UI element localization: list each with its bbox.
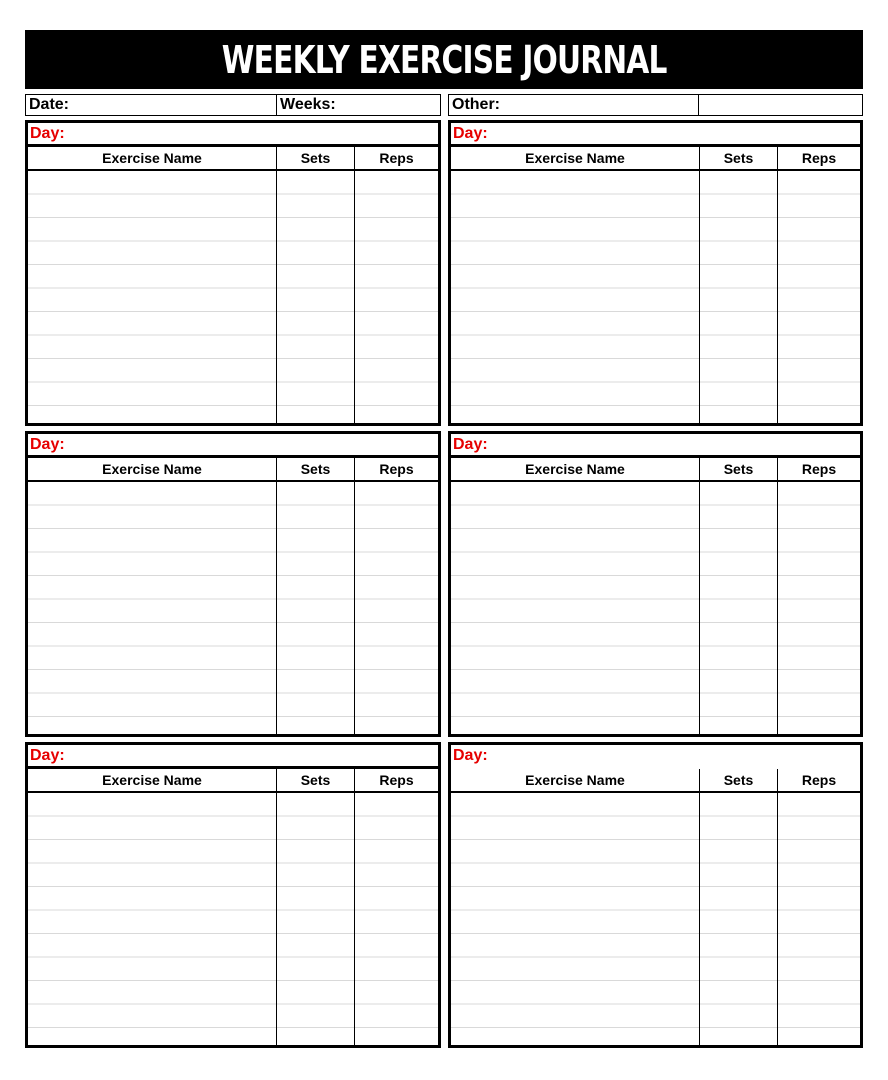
day-panel-3 (25, 431, 441, 737)
day-label-1[interactable]: Day: (28, 123, 438, 147)
exercise-name-column[interactable] (451, 482, 700, 734)
other-box (448, 94, 863, 116)
sets-column[interactable] (277, 171, 355, 423)
day-panel-5 (25, 742, 441, 1048)
other-value-field[interactable] (699, 95, 862, 115)
sets-column[interactable] (277, 793, 355, 1045)
reps-column[interactable] (778, 793, 860, 1045)
weeks-field[interactable] (277, 95, 440, 115)
day-label-4[interactable]: Day: (451, 434, 860, 458)
table-body-1[interactable] (28, 171, 438, 423)
table-header-5 (28, 769, 438, 793)
exercise-name-column[interactable] (451, 793, 700, 1045)
reps-header: Reps (801, 150, 837, 166)
exercise-name-column[interactable] (451, 171, 700, 423)
table-header-6 (451, 769, 860, 793)
sets-header: Sets (277, 458, 355, 480)
reps-header: Reps (379, 461, 414, 477)
exercise-name-header: Exercise Name (28, 458, 277, 480)
reps-column[interactable] (355, 482, 438, 734)
table-header-2 (451, 147, 860, 171)
title-bar (25, 30, 863, 89)
sets-column[interactable] (277, 482, 355, 734)
sets-column[interactable] (700, 793, 778, 1045)
reps-header: Reps (801, 461, 837, 477)
exercise-name-column[interactable] (28, 482, 277, 734)
reps-column[interactable] (778, 482, 860, 734)
page-title: WEEKLY EXERCISE JOURNAL (221, 37, 667, 82)
exercise-name-header: Exercise Name (451, 769, 700, 791)
other-field[interactable] (449, 95, 699, 115)
day-label-6[interactable]: Day: (453, 746, 488, 764)
sets-header: Sets (700, 769, 778, 791)
sets-column[interactable] (700, 482, 778, 734)
day-panel-2 (448, 120, 863, 426)
exercise-name-column[interactable] (28, 171, 277, 423)
table-header-3 (28, 458, 438, 482)
table-body-3[interactable] (28, 482, 438, 734)
table-body-4[interactable] (451, 482, 860, 734)
sets-header: Sets (700, 147, 778, 169)
date-field[interactable] (26, 95, 277, 115)
day-panel-6 (448, 742, 863, 1048)
date-label: Date: (29, 96, 70, 113)
weeks-label: Weeks: (280, 96, 336, 113)
day-label-3[interactable]: Day: (28, 434, 438, 458)
table-header-1 (28, 147, 438, 171)
reps-header: Reps (379, 772, 414, 788)
sets-header: Sets (700, 458, 778, 480)
table-body-5[interactable] (28, 793, 438, 1045)
day-label-2[interactable]: Day: (451, 123, 860, 147)
sets-header: Sets (277, 147, 355, 169)
other-label: Other: (452, 96, 500, 113)
sets-column[interactable] (700, 171, 778, 423)
sets-header: Sets (277, 769, 355, 791)
reps-column[interactable] (778, 171, 860, 423)
exercise-name-column[interactable] (28, 793, 277, 1045)
exercise-name-header: Exercise Name (28, 147, 277, 169)
date-weeks-box (25, 94, 441, 116)
reps-column[interactable] (355, 793, 438, 1045)
exercise-name-header: Exercise Name (28, 769, 277, 791)
day-panel-4 (448, 431, 863, 737)
exercise-name-header: Exercise Name (451, 147, 700, 169)
table-body-6[interactable] (451, 793, 860, 1045)
day-panel-1 (25, 120, 441, 426)
day-label-5[interactable]: Day: (28, 745, 438, 769)
reps-header: Reps (801, 772, 837, 788)
reps-header: Reps (379, 150, 414, 166)
table-header-4 (451, 458, 860, 482)
exercise-name-header: Exercise Name (451, 458, 700, 480)
table-body-2[interactable] (451, 171, 860, 423)
reps-column[interactable] (355, 171, 438, 423)
